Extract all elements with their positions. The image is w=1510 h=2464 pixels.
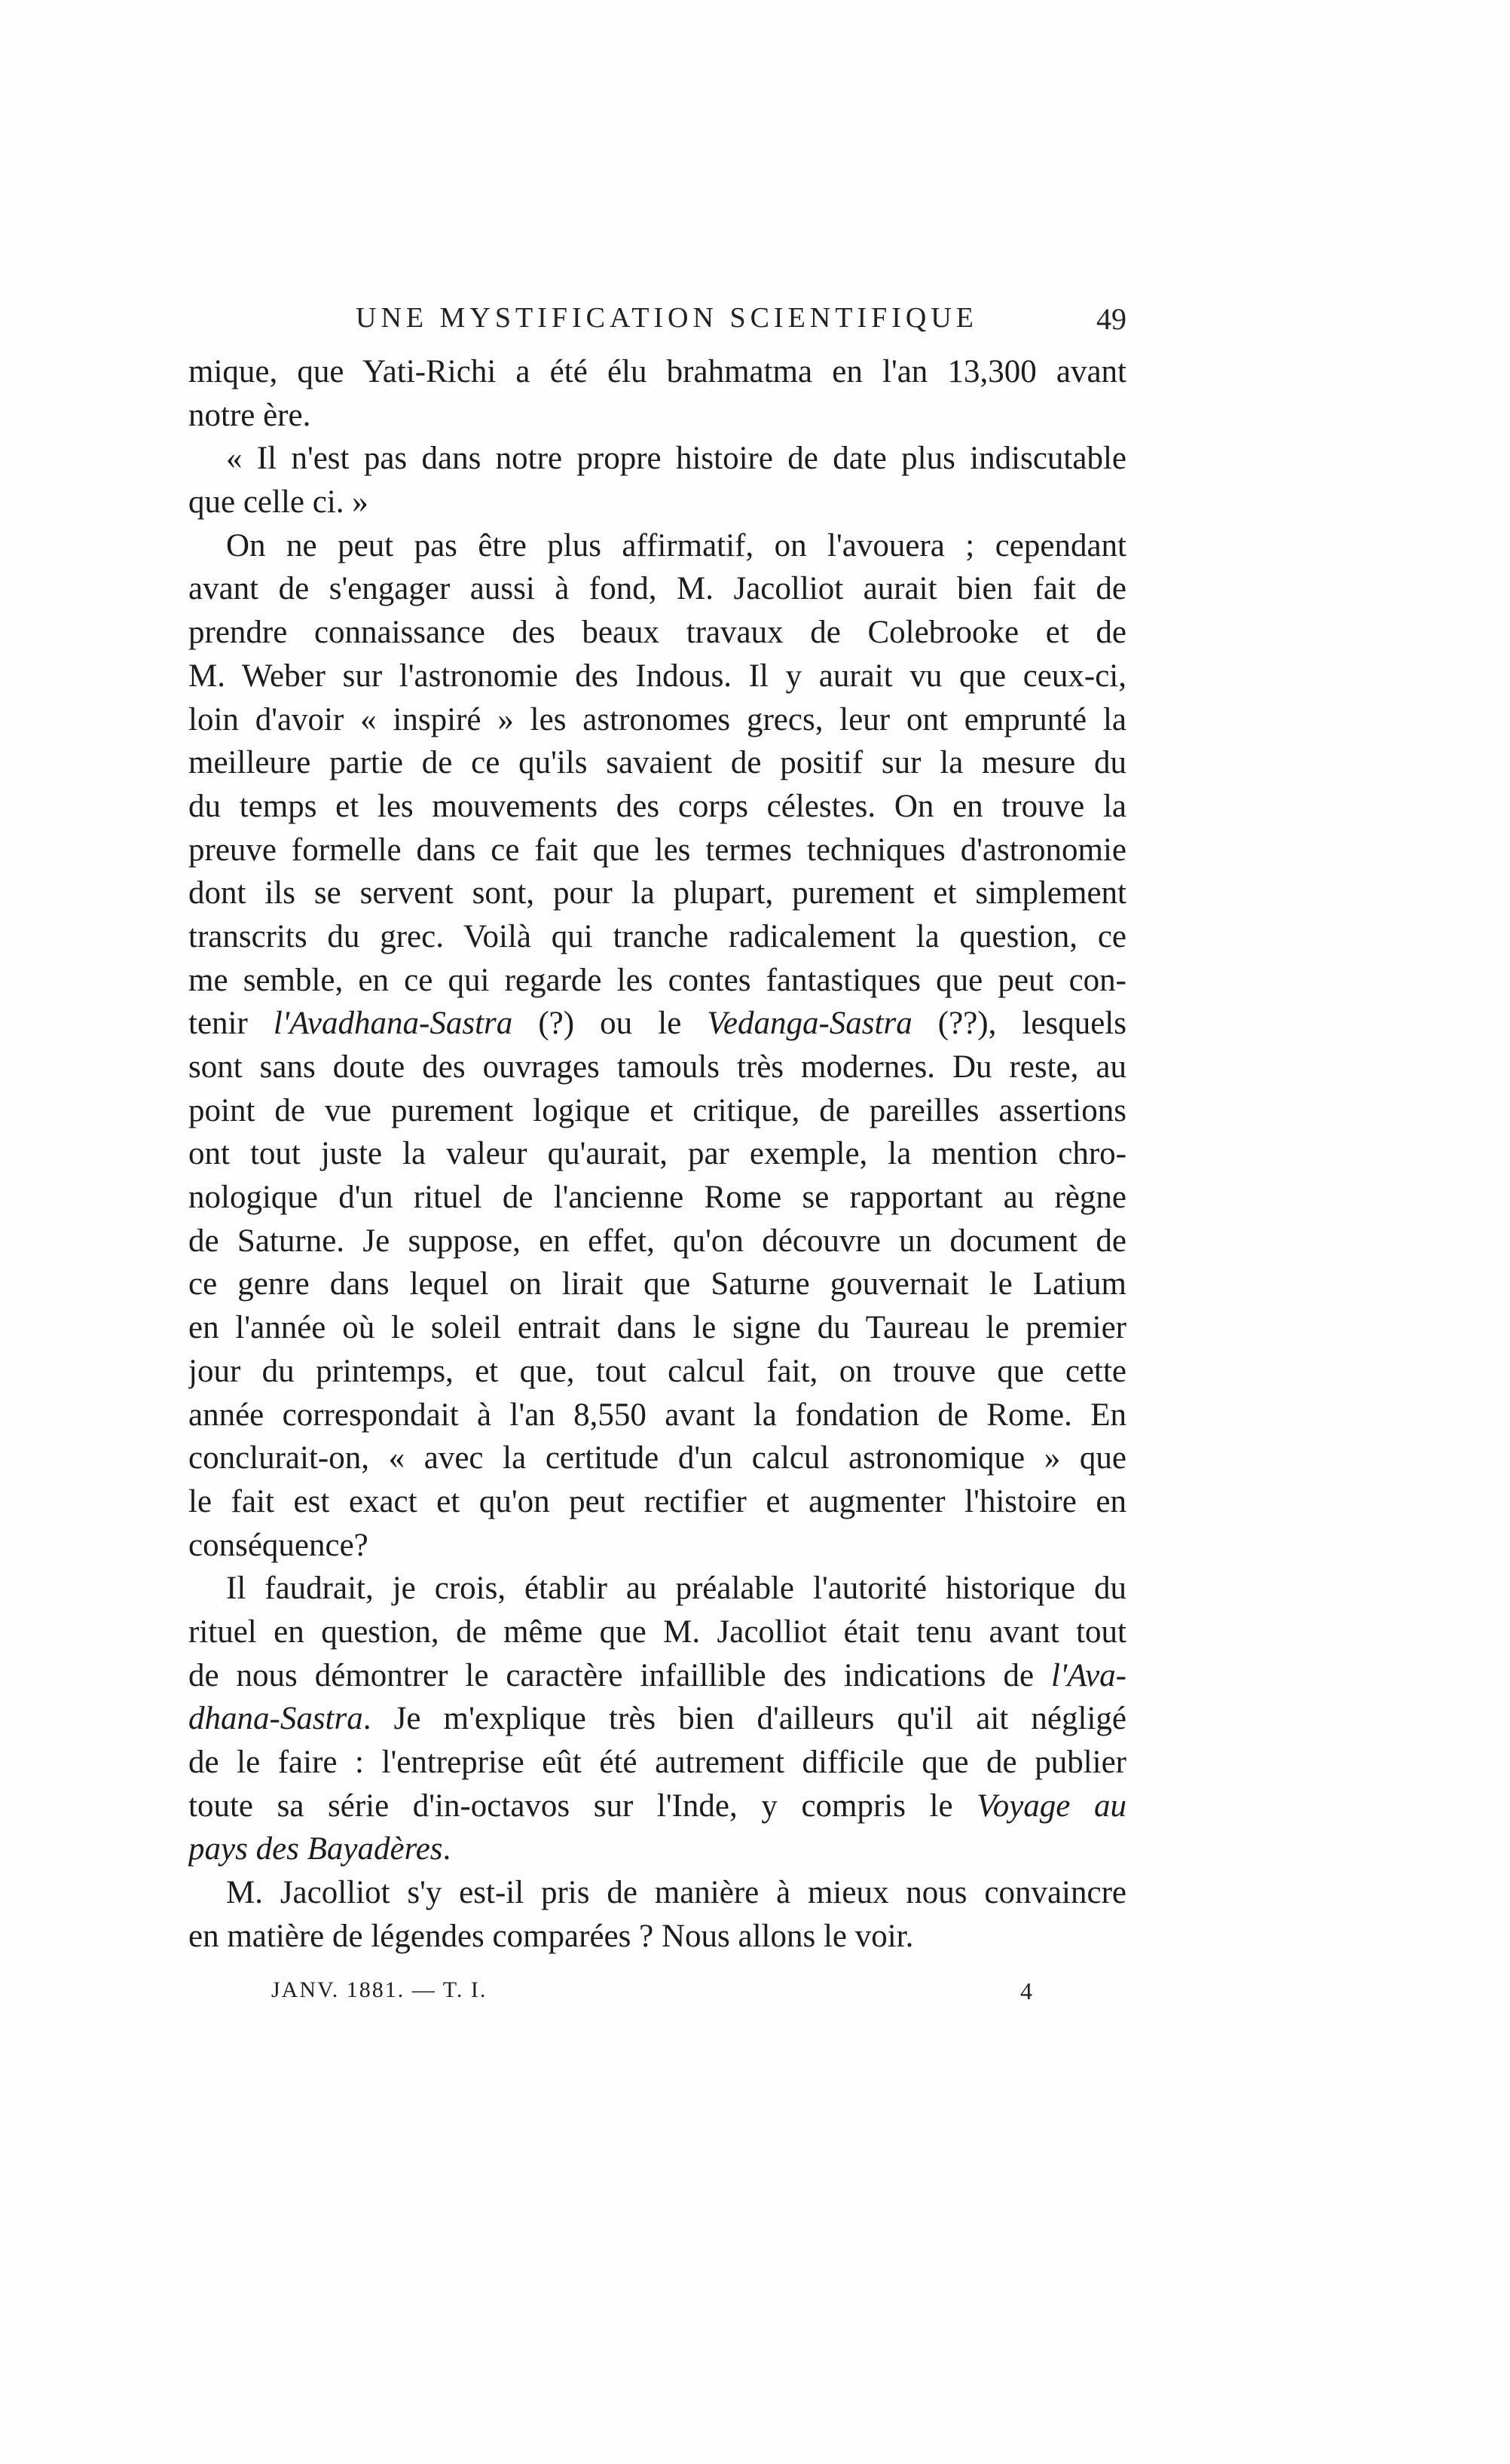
page-number: 49 (1096, 302, 1126, 336)
text-line: avant de s'engager aussi à fond, M. Jacolliot aurait bien fait de (188, 571, 1126, 607)
text-line (188, 1002, 1126, 1046)
text-line: en l'année où le soleil entrait dans le signe du Taureau le premier (188, 1310, 1126, 1346)
text-line (188, 1654, 1126, 1698)
text-line: preuve formelle dans ce fait que les termes techniques d'astronomie (188, 832, 1126, 868)
running-title: UNE MYSTIFICATION SCIENTIFIQUE (356, 302, 978, 334)
signature-mark: JANV. 1881. — T. I. (271, 1977, 488, 2002)
text-line: ont tout juste la valeur qu'aurait, par exemple, la mention chro- (188, 1136, 1126, 1172)
text-run: . Je m'explique très bien d'ailleurs qu'il ait négligé (362, 1701, 1126, 1737)
text-line: loin d'avoir « inspiré » les astronomes grecs, leur ont emprunté la (188, 701, 1126, 737)
text-line: M. Jacolliot s'y est-il pris de manière à mieux nous convaincre (226, 1875, 1126, 1911)
text-line: mique, que Yati-Richi a été élu brahmatma en l'an 13,300 avant (188, 354, 1126, 389)
text-run: tenir (188, 1006, 274, 1042)
text-line: On ne peut pas être plus affirmatif, on l'avouera ; cependant (226, 527, 1126, 563)
text-line: en matière de légendes comparées ? Nous allons le voir. (188, 1918, 914, 1954)
text-line: Il faudrait, je crois, établir au préalable l'autorité historique du (226, 1571, 1126, 1607)
text-line: conclurait-on, « avec la certitude d'un calcul astronomique » que (188, 1440, 1126, 1476)
text-line: jour du printemps, et que, tout calcul fait, on trouve que cette (188, 1353, 1126, 1389)
text-line: nologique d'un rituel de l'ancienne Rome se rapportant au règne (188, 1180, 1126, 1216)
text-line: M. Weber sur l'astronomie des Indous. Il y aurait vu que ceux-ci, (188, 658, 1126, 694)
text-line: meilleure partie de ce qu'ils savaient de positif sur la mesure du (188, 745, 1126, 781)
text-line: prendre connaissance des beaux travaux de Colebrooke et de (188, 615, 1126, 651)
text-run: . (442, 1831, 451, 1867)
sheet-number: 4 (1020, 1977, 1032, 2004)
text-line (188, 1697, 1126, 1741)
italic-title: l'Ava- (1051, 1657, 1126, 1693)
text-line: que celle ci. » (188, 484, 368, 521)
text-line: ce genre dans lequel on lirait que Saturne gouvernait le Latium (188, 1266, 1126, 1302)
text-line: sont sans doute des ouvrages tamouls très modernes. Du reste, au (188, 1049, 1126, 1085)
italic-title: pays des Bayadères (188, 1831, 443, 1867)
text-line: de Saturne. Je suppose, en effet, qu'on découvre un document de (188, 1223, 1126, 1259)
italic-title: l'Avadhana-Sastra (273, 1006, 513, 1042)
text-line: rituel en question, de même que M. Jacolliot était tenu avant tout (188, 1614, 1126, 1650)
text-run: (??), lesquels (912, 1006, 1126, 1042)
running-head (188, 301, 1126, 347)
text-line: me semble, en ce qui regarde les contes fantastiques que peut con- (188, 962, 1126, 998)
italic-title: Vedanga-Sastra (707, 1006, 912, 1042)
italic-title: Voyage au (977, 1788, 1126, 1824)
text-line: conséquence? (188, 1527, 368, 1563)
text-line: transcrits du grec. Voilà qui tranche radicalement la question, ce (188, 918, 1126, 954)
italic-title: dhana-Sastra (188, 1701, 363, 1737)
text-line: année correspondait à l'an 8,550 avant la fondation de Rome. En (188, 1397, 1126, 1433)
text-run: toute sa série d'in-octavos sur l'Inde, y compris le (188, 1788, 977, 1824)
text-line: notre ère. (188, 397, 311, 433)
text-run: (?) ou le (512, 1006, 708, 1042)
text-line: du temps et les mouvements des corps célestes. On en trouve la (188, 788, 1126, 824)
text-line: de le faire : l'entreprise eût été autrement difficile que de publier (188, 1745, 1126, 1780)
text-line: « Il n'est pas dans notre propre histoire de date plus indiscutable (226, 441, 1126, 477)
text-line: le fait est exact et qu'on peut rectifier et augmenter l'histoire en (188, 1483, 1126, 1519)
text-line: dont ils se servent sont, pour la plupart, purement et simplement (188, 875, 1126, 911)
text-line (188, 1827, 1126, 1871)
body-text (188, 350, 1126, 1958)
page-footer (271, 1977, 1032, 2015)
text-line (188, 1785, 1126, 1828)
text-run: de nous démontrer le caractère infaillible des indications de (188, 1657, 1052, 1693)
text-line: point de vue purement logique et critique, de pareilles assertions (188, 1092, 1126, 1128)
